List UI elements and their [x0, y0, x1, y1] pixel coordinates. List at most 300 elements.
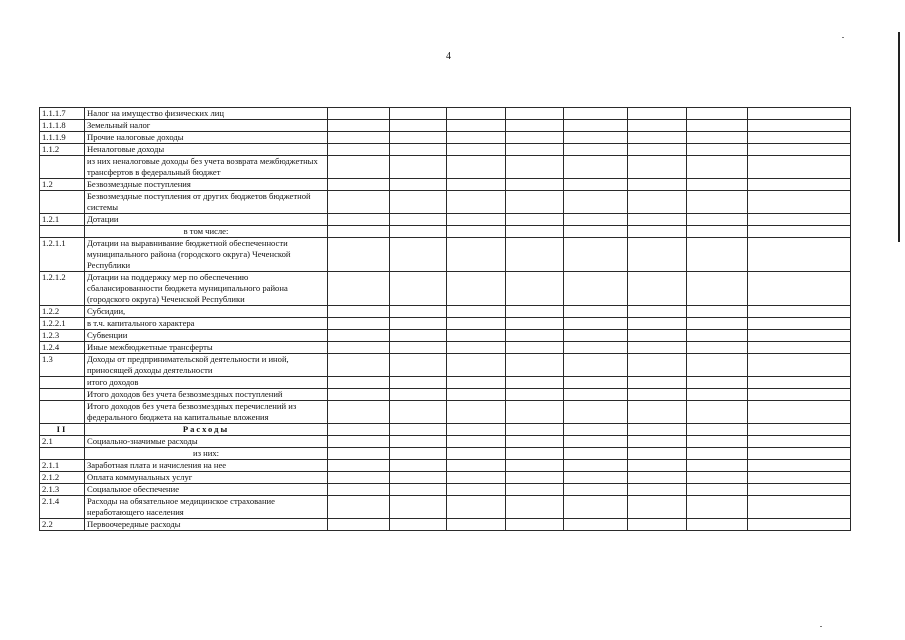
table-row: [40, 330, 851, 342]
value-cell: [390, 156, 447, 179]
value-cell: [628, 272, 687, 306]
row-code: 1.1.1.7: [40, 108, 85, 120]
value-cell: [390, 144, 447, 156]
value-cell: [328, 377, 390, 389]
value-cell: [447, 306, 506, 318]
row-code: 2.1.2: [40, 472, 85, 484]
value-cell: [390, 436, 447, 448]
table-row: [40, 519, 851, 531]
row-name: Дотации на выравнивание бюджетной обеспеченности муниципального района (городского округа) Чеченской Республики: [85, 238, 328, 272]
value-cell: [447, 132, 506, 144]
value-cell: [447, 354, 506, 377]
value-cell: [506, 144, 564, 156]
row-name: Расходы на обязательное медицинское страхование неработающего населения: [85, 496, 328, 519]
value-cell: [628, 144, 687, 156]
value-cell: [506, 472, 564, 484]
row-code: [40, 401, 85, 424]
value-cell: [390, 519, 447, 531]
value-cell: [564, 389, 628, 401]
value-cell: [506, 448, 564, 460]
value-cell: [748, 389, 851, 401]
value-cell: [506, 330, 564, 342]
row-name: Заработная плата и начисления на нее: [85, 460, 328, 472]
value-cell: [628, 496, 687, 519]
value-cell: [687, 389, 748, 401]
value-cell: [687, 108, 748, 120]
value-cell: [748, 156, 851, 179]
row-name: Первоочередные расходы: [85, 519, 328, 531]
value-cell: [564, 144, 628, 156]
row-name: Иные межбюджетные трансферты: [85, 342, 328, 354]
value-cell: [628, 472, 687, 484]
table-row: [40, 484, 851, 496]
value-cell: [506, 318, 564, 330]
value-cell: [687, 120, 748, 132]
value-cell: [628, 226, 687, 238]
value-cell: [506, 306, 564, 318]
value-cell: [390, 272, 447, 306]
value-cell: [628, 389, 687, 401]
table-row: [40, 424, 851, 436]
value-cell: [564, 448, 628, 460]
row-code: 1.1.2: [40, 144, 85, 156]
value-cell: [628, 484, 687, 496]
table-row: [40, 318, 851, 330]
row-name: Дотации на поддержку мер по обеспечению сбалансированности бюджета муниципального района (городского округа) Чеченской Республики: [85, 272, 328, 306]
value-cell: [390, 342, 447, 354]
value-cell: [687, 401, 748, 424]
value-cell: [748, 330, 851, 342]
row-code: 1.2.2: [40, 306, 85, 318]
row-code: 1.2.2.1: [40, 318, 85, 330]
value-cell: [506, 460, 564, 472]
value-cell: [328, 144, 390, 156]
value-cell: [748, 238, 851, 272]
value-cell: [328, 179, 390, 191]
value-cell: [328, 238, 390, 272]
table-row: [40, 377, 851, 389]
value-cell: [748, 306, 851, 318]
value-cell: [447, 156, 506, 179]
table-row: [40, 436, 851, 448]
row-name: Дотации: [85, 214, 328, 226]
value-cell: [390, 330, 447, 342]
value-cell: [748, 144, 851, 156]
scan-speck: [820, 626, 822, 627]
value-cell: [328, 132, 390, 144]
value-cell: [748, 354, 851, 377]
value-cell: [748, 108, 851, 120]
value-cell: [390, 318, 447, 330]
value-cell: [748, 448, 851, 460]
value-cell: [447, 179, 506, 191]
value-cell: [564, 496, 628, 519]
value-cell: [564, 132, 628, 144]
value-cell: [687, 156, 748, 179]
value-cell: [506, 214, 564, 226]
value-cell: [447, 424, 506, 436]
row-code: 1.3: [40, 354, 85, 377]
value-cell: [628, 460, 687, 472]
row-name: Итого доходов без учета безвозмездных перечислений из федерального бюджета на капитальные вложения: [85, 401, 328, 424]
value-cell: [748, 472, 851, 484]
value-cell: [390, 226, 447, 238]
table-row: [40, 496, 851, 519]
row-name: из них неналоговые доходы без учета возврата межбюджетных трансфертов в федеральный бюджет: [85, 156, 328, 179]
value-cell: [390, 496, 447, 519]
row-name: Итого доходов без учета безвозмездных поступлений: [85, 389, 328, 401]
value-cell: [564, 156, 628, 179]
value-cell: [687, 272, 748, 306]
value-cell: [748, 342, 851, 354]
value-cell: [390, 448, 447, 460]
value-cell: [447, 389, 506, 401]
value-cell: [628, 214, 687, 226]
value-cell: [328, 156, 390, 179]
value-cell: [328, 330, 390, 342]
value-cell: [328, 108, 390, 120]
table-row: [40, 354, 851, 377]
value-cell: [390, 377, 447, 389]
scan-edge-mark: [898, 32, 900, 242]
table-row: [40, 156, 851, 179]
value-cell: [328, 272, 390, 306]
row-name: Безвозмездные поступления: [85, 179, 328, 191]
value-cell: [748, 191, 851, 214]
table-body: [40, 108, 851, 531]
table-row: [40, 472, 851, 484]
value-cell: [748, 377, 851, 389]
value-cell: [628, 132, 687, 144]
row-code: 2.2: [40, 519, 85, 531]
value-cell: [687, 144, 748, 156]
table-row: [40, 226, 851, 238]
value-cell: [628, 354, 687, 377]
value-cell: [328, 448, 390, 460]
row-code: 1.2.1.1: [40, 238, 85, 272]
row-code: 1.2.1.2: [40, 272, 85, 306]
value-cell: [390, 484, 447, 496]
value-cell: [506, 132, 564, 144]
value-cell: [506, 436, 564, 448]
table-row: [40, 448, 851, 460]
value-cell: [328, 424, 390, 436]
value-cell: [564, 330, 628, 342]
value-cell: [687, 306, 748, 318]
value-cell: [390, 460, 447, 472]
value-cell: [328, 436, 390, 448]
budget-table: [39, 107, 851, 531]
value-cell: [447, 460, 506, 472]
value-cell: [687, 191, 748, 214]
value-cell: [506, 238, 564, 272]
row-name: Безвозмездные поступления от других бюджетов бюджетной системы: [85, 191, 328, 214]
value-cell: [628, 519, 687, 531]
value-cell: [390, 214, 447, 226]
value-cell: [328, 401, 390, 424]
value-cell: [564, 179, 628, 191]
row-code: II: [40, 424, 85, 436]
value-cell: [447, 191, 506, 214]
value-cell: [390, 120, 447, 132]
value-cell: [390, 472, 447, 484]
table-row: [40, 306, 851, 318]
row-code: 1.2.4: [40, 342, 85, 354]
value-cell: [564, 424, 628, 436]
row-code: 1.2.1: [40, 214, 85, 226]
row-name: итого доходов: [85, 377, 328, 389]
value-cell: [564, 342, 628, 354]
value-cell: [447, 108, 506, 120]
value-cell: [328, 460, 390, 472]
value-cell: [748, 214, 851, 226]
value-cell: [506, 354, 564, 377]
value-cell: [564, 226, 628, 238]
value-cell: [748, 460, 851, 472]
value-cell: [748, 484, 851, 496]
table-row: [40, 401, 851, 424]
value-cell: [687, 448, 748, 460]
row-code: [40, 156, 85, 179]
value-cell: [328, 342, 390, 354]
value-cell: [447, 272, 506, 306]
row-code: [40, 377, 85, 389]
row-code: 1.2: [40, 179, 85, 191]
value-cell: [447, 436, 506, 448]
value-cell: [748, 496, 851, 519]
value-cell: [564, 306, 628, 318]
value-cell: [687, 318, 748, 330]
page-number: 4: [446, 51, 451, 62]
value-cell: [628, 156, 687, 179]
value-cell: [447, 214, 506, 226]
value-cell: [628, 306, 687, 318]
table-row: [40, 214, 851, 226]
row-code: 1.2.3: [40, 330, 85, 342]
row-code: 2.1: [40, 436, 85, 448]
row-code: [40, 191, 85, 214]
table-row: [40, 132, 851, 144]
value-cell: [628, 318, 687, 330]
value-cell: [506, 424, 564, 436]
value-cell: [447, 448, 506, 460]
row-name: Субсидии,: [85, 306, 328, 318]
value-cell: [564, 108, 628, 120]
table-row: [40, 191, 851, 214]
value-cell: [628, 191, 687, 214]
value-cell: [687, 214, 748, 226]
value-cell: [748, 179, 851, 191]
value-cell: [506, 108, 564, 120]
value-cell: [328, 496, 390, 519]
value-cell: [628, 342, 687, 354]
value-cell: [390, 179, 447, 191]
scan-speck: [842, 37, 844, 38]
value-cell: [447, 226, 506, 238]
value-cell: [564, 436, 628, 448]
value-cell: [506, 389, 564, 401]
value-cell: [447, 496, 506, 519]
table-row: [40, 342, 851, 354]
value-cell: [328, 519, 390, 531]
value-cell: [447, 120, 506, 132]
value-cell: [390, 238, 447, 272]
value-cell: [564, 318, 628, 330]
value-cell: [328, 191, 390, 214]
value-cell: [447, 472, 506, 484]
value-cell: [328, 306, 390, 318]
row-code: 2.1.1: [40, 460, 85, 472]
value-cell: [506, 120, 564, 132]
value-cell: [506, 484, 564, 496]
value-cell: [506, 519, 564, 531]
value-cell: [390, 132, 447, 144]
value-cell: [687, 424, 748, 436]
row-name: Социально-значимые расходы: [85, 436, 328, 448]
value-cell: [748, 519, 851, 531]
value-cell: [390, 424, 447, 436]
value-cell: [506, 156, 564, 179]
row-name: в том числе:: [85, 226, 328, 238]
value-cell: [687, 132, 748, 144]
row-name: из них:: [85, 448, 328, 460]
row-name: Социальное обеспечение: [85, 484, 328, 496]
value-cell: [447, 401, 506, 424]
value-cell: [748, 401, 851, 424]
row-name: Налог на имущество физических лиц: [85, 108, 328, 120]
value-cell: [748, 318, 851, 330]
table-row: [40, 144, 851, 156]
row-code: 1.1.1.8: [40, 120, 85, 132]
row-code: [40, 226, 85, 238]
value-cell: [628, 377, 687, 389]
table-row: [40, 272, 851, 306]
value-cell: [628, 179, 687, 191]
value-cell: [328, 389, 390, 401]
table-row: [40, 389, 851, 401]
value-cell: [628, 238, 687, 272]
value-cell: [328, 120, 390, 132]
value-cell: [564, 214, 628, 226]
value-cell: [390, 401, 447, 424]
value-cell: [687, 179, 748, 191]
value-cell: [328, 226, 390, 238]
value-cell: [564, 238, 628, 272]
value-cell: [564, 460, 628, 472]
value-cell: [687, 436, 748, 448]
value-cell: [447, 484, 506, 496]
value-cell: [447, 238, 506, 272]
value-cell: [687, 354, 748, 377]
row-code: 1.1.1.9: [40, 132, 85, 144]
value-cell: [390, 108, 447, 120]
value-cell: [628, 120, 687, 132]
row-name: в т.ч. капитального характера: [85, 318, 328, 330]
value-cell: [447, 342, 506, 354]
value-cell: [748, 120, 851, 132]
value-cell: [447, 330, 506, 342]
table-row: [40, 179, 851, 191]
row-name: Расходы: [85, 424, 328, 436]
value-cell: [506, 272, 564, 306]
value-cell: [328, 214, 390, 226]
value-cell: [628, 108, 687, 120]
value-cell: [687, 496, 748, 519]
row-name: Доходы от предпринимательской деятельности и иной, приносящей доходы деятельности: [85, 354, 328, 377]
value-cell: [328, 354, 390, 377]
value-cell: [564, 191, 628, 214]
row-name: Субвенции: [85, 330, 328, 342]
value-cell: [506, 179, 564, 191]
value-cell: [628, 330, 687, 342]
table-row: [40, 238, 851, 272]
value-cell: [506, 226, 564, 238]
row-name: Прочие налоговые доходы: [85, 132, 328, 144]
value-cell: [748, 436, 851, 448]
value-cell: [506, 401, 564, 424]
value-cell: [628, 436, 687, 448]
value-cell: [564, 472, 628, 484]
row-name: Неналоговые доходы: [85, 144, 328, 156]
value-cell: [447, 377, 506, 389]
row-code: 2.1.3: [40, 484, 85, 496]
value-cell: [328, 472, 390, 484]
value-cell: [687, 342, 748, 354]
value-cell: [447, 318, 506, 330]
value-cell: [506, 342, 564, 354]
value-cell: [390, 389, 447, 401]
value-cell: [564, 272, 628, 306]
value-cell: [628, 401, 687, 424]
value-cell: [447, 519, 506, 531]
value-cell: [687, 472, 748, 484]
value-cell: [564, 354, 628, 377]
value-cell: [390, 354, 447, 377]
value-cell: [687, 238, 748, 272]
value-cell: [390, 306, 447, 318]
row-name: Оплата коммунальных услуг: [85, 472, 328, 484]
value-cell: [687, 519, 748, 531]
value-cell: [748, 424, 851, 436]
value-cell: [748, 272, 851, 306]
value-cell: [687, 484, 748, 496]
value-cell: [564, 484, 628, 496]
value-cell: [687, 460, 748, 472]
value-cell: [328, 318, 390, 330]
value-cell: [564, 519, 628, 531]
value-cell: [564, 120, 628, 132]
value-cell: [628, 448, 687, 460]
value-cell: [687, 377, 748, 389]
value-cell: [564, 401, 628, 424]
value-cell: [328, 484, 390, 496]
value-cell: [687, 226, 748, 238]
value-cell: [506, 377, 564, 389]
value-cell: [390, 191, 447, 214]
value-cell: [687, 330, 748, 342]
row-code: [40, 389, 85, 401]
value-cell: [748, 132, 851, 144]
value-cell: [447, 144, 506, 156]
value-cell: [506, 496, 564, 519]
row-code: 2.1.4: [40, 496, 85, 519]
table-row: [40, 460, 851, 472]
table-row: [40, 120, 851, 132]
row-code: [40, 448, 85, 460]
value-cell: [628, 424, 687, 436]
value-cell: [506, 191, 564, 214]
value-cell: [564, 377, 628, 389]
